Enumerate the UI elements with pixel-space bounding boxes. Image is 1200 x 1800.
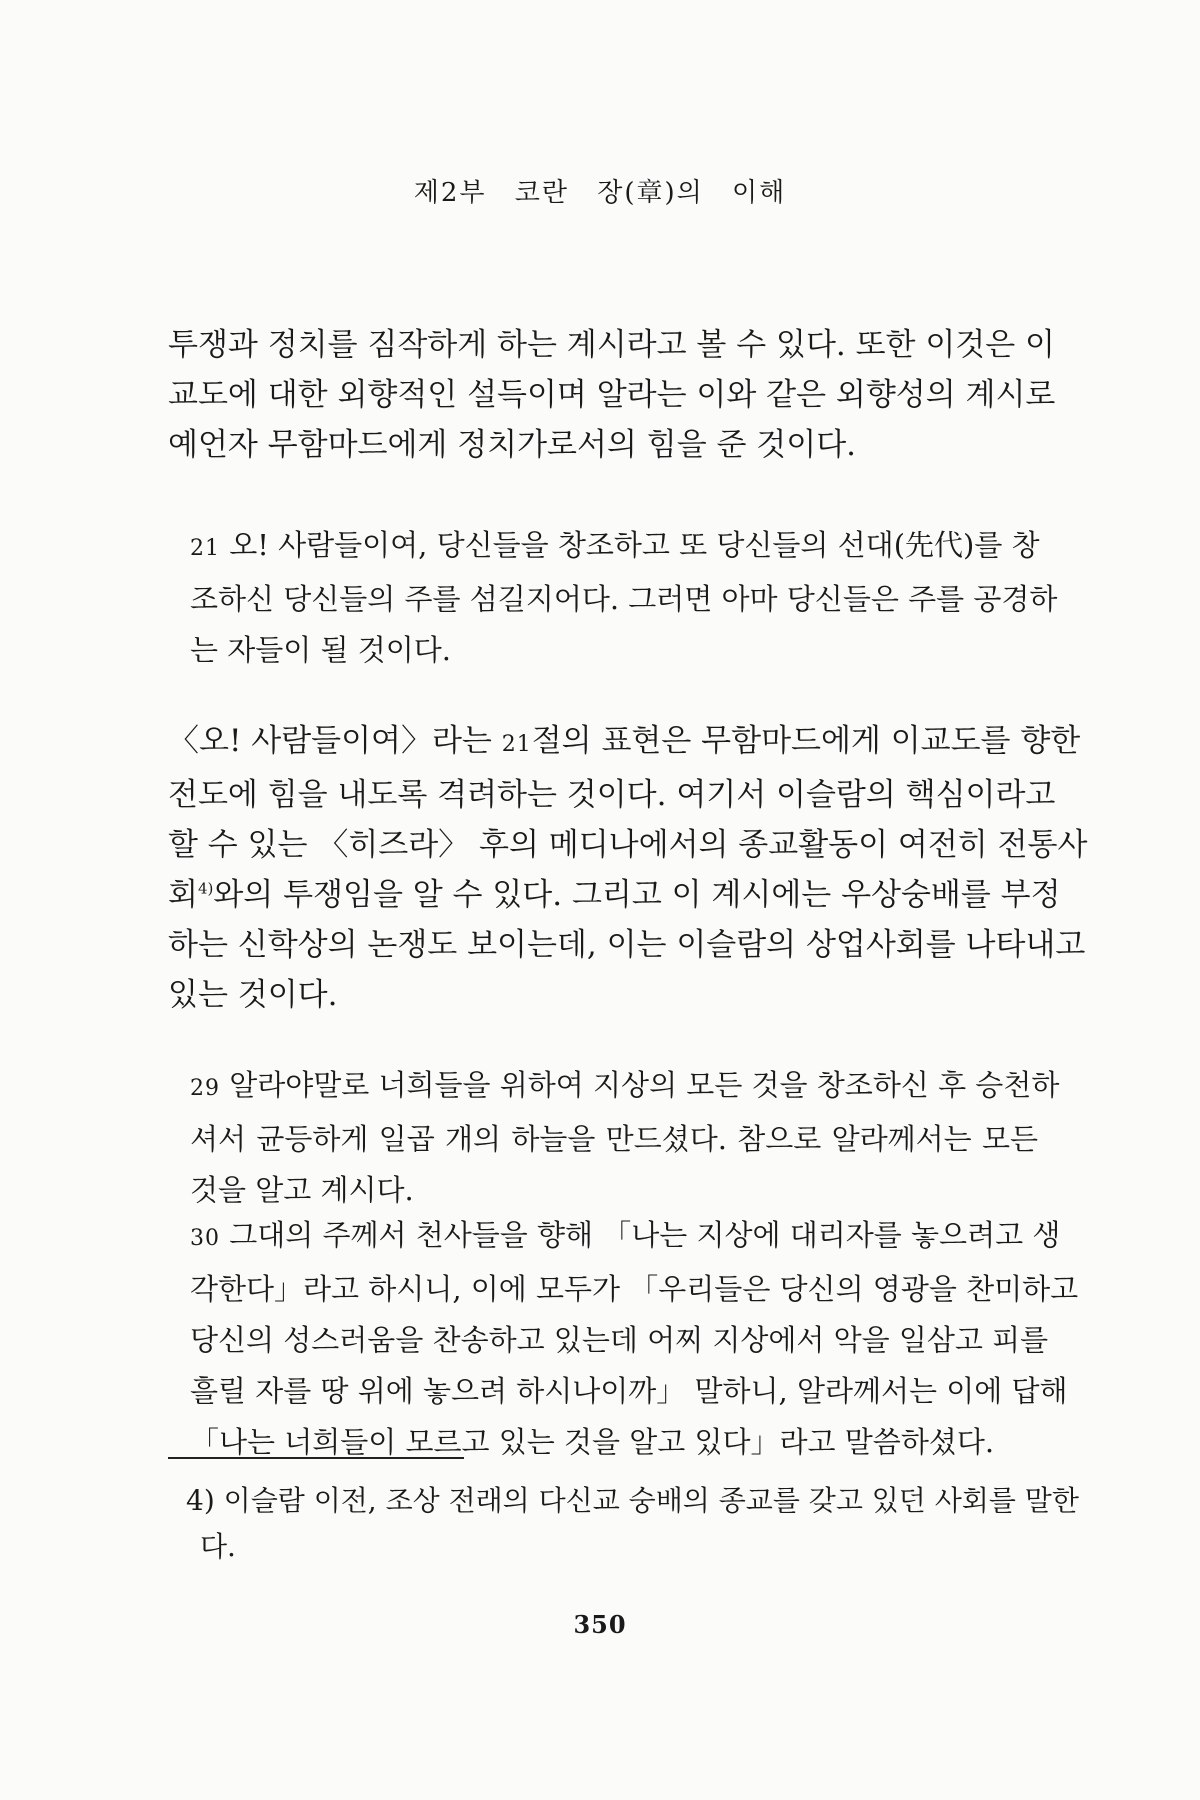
text-line: 투쟁과 정치를 짐작하게 하는 계시라고 볼 수 있다. 또한 이것은 이 <box>168 327 1055 363</box>
footnote-marker: 4) <box>186 1484 215 1517</box>
verse-text: 알라야말로 너희들을 위하여 지상의 모든 것을 창조하신 후 승천하 <box>220 1068 1060 1102</box>
text-line <box>168 716 1081 770</box>
verse-line <box>190 1060 1060 1114</box>
verse-number: 21 <box>190 536 220 561</box>
text-line: 교도에 대한 외향적인 설득이며 알라는 이와 같은 외향성의 계시로 <box>168 377 1056 413</box>
verse-text: 오! 사람들이여, 당신들을 창조하고 또 당신들의 선대(先代)를 창 <box>220 528 1040 562</box>
text-line: 있는 것이다. <box>168 977 338 1013</box>
text-line: 할 수 있는 〈히즈라〉 후의 메디나에서의 종교활동이 여전히 전통사 <box>168 827 1088 863</box>
verse-line: 흘릴 자를 땅 위에 놓으려 하시나이까」 말하니, 알라께서는 이에 답해 <box>190 1374 1068 1408</box>
running-head: 제2부 코란 장(章)의 이해 <box>413 178 787 208</box>
text-line: 하는 신학상의 논쟁도 보이는데, 이는 이슬람의 상업사회를 나타내고 <box>168 927 1086 963</box>
text-line: 예언자 무함마드에게 정치가로서의 힘을 준 것이다. <box>168 427 856 463</box>
verse-29 <box>190 1060 1060 1216</box>
verse-line: 것을 알고 계시다. <box>190 1173 414 1207</box>
verse-reference-number: 21 <box>501 732 532 757</box>
verse-30 <box>190 1210 1079 1468</box>
verse-line: 조하신 당신들의 주를 섬길지어다. 그러면 아마 당신들은 주를 공경하 <box>190 582 1058 616</box>
verse-line: 각한다」라고 하시니, 이에 모두가 「우리들은 당신의 영광을 찬미하고 <box>190 1272 1079 1306</box>
commentary-paragraph-2 <box>168 716 1088 1020</box>
verse-number: 29 <box>190 1076 220 1101</box>
verse-line: 당신의 성스러움을 찬송하고 있는데 어찌 지상에서 악을 일삼고 피를 <box>190 1323 1049 1357</box>
footnote-text: 이슬람 이전, 조상 전래의 다신교 숭배의 종교를 갖고 있던 사회를 말한 <box>214 1484 1079 1517</box>
text-line: 전도에 힘을 내도록 격려하는 것이다. 여기서 이슬람의 핵심이라고 <box>168 777 1056 813</box>
verse-line: 셔서 균등하게 일곱 개의 하늘을 만드셨다. 참으로 알라께서는 모든 <box>190 1122 1038 1156</box>
text-segment: 〈오! 사람들이여〉라는 <box>168 723 502 759</box>
verse-text: 그대의 주께서 천사들을 향해 「나는 지상에 대리자를 놓으려고 생 <box>220 1218 1061 1252</box>
verse-line <box>190 520 1038 574</box>
footnote-reference: 4) <box>197 879 214 898</box>
footnote-line: 다. <box>200 1530 236 1563</box>
footnote-divider <box>168 1457 464 1459</box>
commentary-paragraph-1 <box>168 320 1056 470</box>
footnote-4 <box>186 1478 1079 1570</box>
verse-line: 「나는 너희들이 모르고 있는 것을 알고 있다」라고 말씀하셨다. <box>190 1425 995 1459</box>
page-number: 350 <box>573 1610 627 1639</box>
verse-line <box>190 1210 1061 1264</box>
verse-21 <box>190 520 1058 676</box>
text-segment: 절의 표현은 무함마드에게 이교도를 향한 <box>531 723 1081 759</box>
text-segment: 와의 투쟁임을 알 수 있다. 그리고 이 계시에는 우상숭배를 부정 <box>213 877 1061 913</box>
text-segment: 회 <box>168 877 198 913</box>
text-line <box>168 870 1061 920</box>
verse-line: 는 자들이 될 것이다. <box>190 633 451 667</box>
verse-number: 30 <box>190 1226 220 1251</box>
footnote-line <box>186 1478 1079 1524</box>
